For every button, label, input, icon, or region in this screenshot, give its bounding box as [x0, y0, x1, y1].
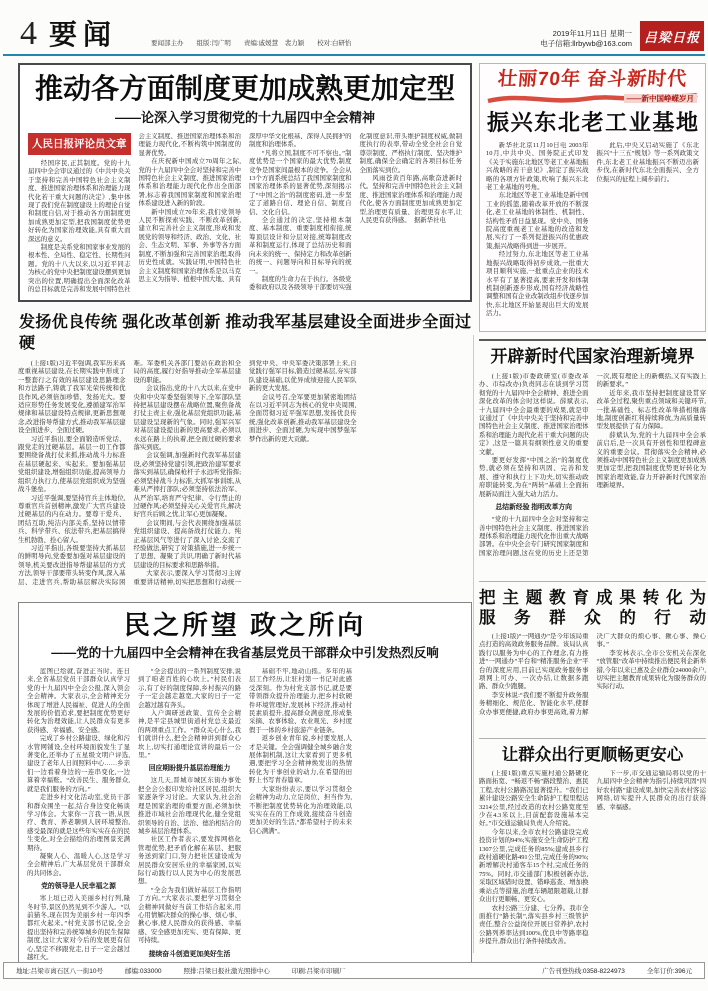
paragraph: 习近平指出,各级要坚持大抓基层的鲜明导向,党委要加强对基层建设的领导,机关要改进指导帮建基层的方式方法,领导干部要带头转变作风,深入基层、走进官兵,帮助基层解决实际困难。军委机关各部门要站在政治和全局的高度,履行好指导推动全军基层建设的职能。	[18, 360, 241, 586]
series-banner-title: 壮丽70年 奋斗新时代	[496, 69, 689, 90]
paragraph: 会议指出,党的十八大以来,在党中央和中央军委坚强领导下,全军部队坚持把基层建设摆在战略位置,聚焦备战打仗主责主业,强化基层党组织功能,基层建设呈现新的气象。同时,强军兴军对基层建设提出新的更高要求,必须以永远在路上的执着,把全面过硬的要求落实到底。	[133, 385, 241, 452]
page-header	[0, 0, 708, 54]
ribbon-graphic	[486, 91, 699, 106]
paragraph: 李安林说:“我们要不断提升政务服务精细化、规范化、智能化水平,使群众办事更便捷,政府办事更高效,着力解决广大群众的烦心事、揪心事、操心事。”	[479, 633, 706, 716]
paragraph: 农村公路三分建、七分养。我市全面推行“路长制”,落实县乡村三级管护责任,整合公益岗位开展日常养护,农村公路列养率达到100%,优良中等路率稳步提升,群众出行条件持续改善。	[479, 904, 589, 946]
paragraph: 习近平强调,要坚持官兵主体地位,尊重官兵首创精神,激发广大官兵建设过硬基层的内在动力。要尊干爱兵、团结互助,纯洁内部关系,坚持以情带兵、科学带兵、依法带兵,把基层搞得生机勃勃、拴心留人。	[18, 494, 126, 544]
paragraph: 薛斌认为,党的十九届四中全会承前启后,是一次具有开创性和里程碑意义的重要会议。贯彻落实全会精神,必须推动中国特色社会主义制度更加成熟更加定型,把我国制度优势更好转化为国家治理效能,奋力开辟新时代国家治理新境界。	[596, 431, 706, 490]
education-headline-line2: 服务群众的行动	[479, 609, 706, 627]
paragraph: “党的十九届四中全会对坚持和完善中国特色社会主义制度、推进国家治理体系和治理能力现代化作出重大战略部署。在中央全会专门研究国家制度和国家治理问题,这在党的历史上还是第一次,既有理论上的新概括,又有实践上的新要求。”	[479, 373, 706, 557]
paragraph: 风雨苍黄百年路,高歌奋进新时代。坚持和完善中国特色社会主义制度、推进国家治理体系和治理能力现代化,使各方面制度更加成熟更加定型,治理更有质量、治理更有水平,让人民更有获得感。 据新华社电	[359, 175, 462, 225]
editorial-text	[28, 133, 462, 298]
army-text	[18, 360, 357, 593]
travel-headline: 让群众出行更顺畅更安心	[501, 746, 684, 764]
paragraph: 制度是关系党和国家事业发展的根本性、全局性、稳定性、长期性问题。党的十八大以来,以习近平同志为核心的党中央把制度建设摆到更加突出的位置,明确提出全面深化改革的总目标就是完善和发展中国特色社会主义制度、推进国家治理体系和治理能力现代化,不断构筑中国制度的显著优势。	[28, 133, 241, 294]
footer-typesetting: 照排:吕梁日报社激光照排中心	[183, 968, 270, 975]
paragraph: 返乡创业青年说,乡村要发展,人才是关键。全会强调健全城乡融合发展体制机制,这让大家看到了更多机遇,要把学习全会精神焕发出的热情转化为干事创业的动力,在希望的田野上书写青春篇章。	[249, 735, 352, 785]
crosshead: 党的领导是人民幸福之源	[41, 883, 116, 891]
article-editorial	[18, 63, 472, 302]
series-banner	[486, 69, 699, 106]
education-text	[479, 633, 706, 731]
paragraph: 凝聚人心、温暖人心,这是学习全会精神后,广大基层党员干部群众的共同体会。	[27, 852, 130, 877]
paragraph: 会议号召,全军要更加紧密地团结在以习近平同志为核心的党中央周围,全面贯彻习近平强军思想,发扬优良传统,强化改革创新,推动我军基层建设全面进步、全面过硬,为实现中国梦强军梦作出新的更大贡献。	[249, 393, 357, 443]
paragraph: 李安林表示,全市公安机关在深化“放管服”改革中持续推出便民利企新举措,今年以来已惠及企业群众24000余户,切实把主题教育成果转化为服务群众的实际行动。	[596, 649, 706, 691]
governance-body	[479, 373, 706, 573]
paragraph: “凡将立国,制度不可不察也。”制度优势是一个国家的最大优势,制度竞争是国家间最根本的竞争。全会从13个方面系统总结了我国国家制度和国家治理体系的显著优势,深刻揭示了“中国之治”的制度密码,进一步坚定了道路自信、理论自信、制度自信、文化自信。	[249, 149, 352, 216]
editorial-source-label: 人民日报评论员文章	[28, 133, 131, 155]
paragraph: (上接1版)重点实施村通公路硬化路面拓宽、“畅返不畅”路段整治、惠民工程,农村公路路况显著提升。“我们已累计建设公路安全生命防护工程里程达3214公里,经过改造的农村公路宽度至少在4.3米以上,目前配套设施基本完好。”市交通运输局负责人介绍说。	[479, 770, 589, 828]
paragraph: 要更好发挥“中国之治”的制度优势,就必须在坚持和巩固、完善和发展、遵守和执行上下功夫,切实推动政府职能转变,为在“两转”基础上全面拓展新局面注入强大动力活力。	[479, 457, 589, 498]
paragraph: 制度的生命力在于执行。各级党委和政府以及各级领导干部要切实强化制度意识,带头维护制度权威,做制度执行的表率,带动全党全社会自觉尊崇制度、严格执行制度、坚决维护制度,确保全会确定的各项目标任务全面落实到位。	[249, 133, 462, 292]
editorial-headline: 推动各方面制度更加成熟更加定型	[34, 73, 455, 104]
paragraph: 在庆祝新中国成立70周年之际,党的十九届四中全会对坚持和完善中国特色社会主义制度、推进国家治理体系和治理能力现代化作出全面部署,标志着我国国家制度和国家治理体系建设进入新的阶段。	[138, 158, 241, 208]
paragraph: (上接1版)习近平强调,我军历来高度重视基层建设,在长期实践中形成了一整套行之有效的基层建设思路理念和方法路子,铸就了我军光荣传统和优良作风,必须倍加珍惜、发扬光大。要适应形势任务发展变化,遵循建军治军规律和基层建设特点规律,更新思想观念,改进指导帮建方式,推动我军基层建设全面进步、全面过硬。	[18, 360, 126, 435]
people-body	[27, 668, 463, 968]
northeast-headline: 振兴东北老工业基地	[487, 110, 698, 135]
paragraph: 此后,中央又启动实施了《东北振兴“十三五”规划》等一系列政策文件,东北老工业基地振兴不断迈出新步伐,在新时代东北全面振兴、全方位振兴的征程上阔步前行。	[596, 142, 699, 183]
paragraph: 新中国成立70年来,我们党领导人民不断探索实践、不断改革创新,建立和完善社会主义制度,形成和发展党的领导和经济、政治、文化、社会、生态文明、军事、外事等各方面制度,不断加强和完善国家治理,取得历史性成就。实践证明,中国特色社会主义制度和国家治理体系是以马克思主义为指导、植根中国大地、具有深厚中华文化根基、深得人民拥护的制度和治理体系。	[138, 133, 352, 283]
paragraph: 习近平指出,要全面锻造听党话、跟党走的过硬基层。基层一切工作都要围绕备战打仗来抓,推动战斗力标准在基层硬起来、实起来。要加强基层党组织建设,增强组织功能,提高领导力组织力执行力,使基层党组织成为坚强战斗堡垒。	[18, 435, 126, 494]
crosshead: 总结新经验 指明改革方向	[495, 504, 572, 512]
article-people	[18, 602, 472, 976]
article-northeast	[479, 63, 706, 332]
travel-body	[479, 770, 706, 953]
left-column	[18, 63, 472, 976]
paragraph: 这几天,晋城市城区东街办事处把全会公报印发给社区居民,组织大家逐条学习讨论。大家认为,社会治理是国家治理的重要方面,必须加快推进市域社会治理现代化,健全党组织领导的自治、法治、德治相结合的城乡基层治理体系。	[138, 777, 241, 835]
paragraph: 新华社北京11月10日电 2003年10月,中共中央、国务院正式印发《关于实施东北地区等老工业基地振兴战略的若干意见》,制定了振兴战略的各项方针政策,吹响了振兴东北老工业基地的号角。	[486, 142, 589, 192]
education-headline	[479, 588, 706, 628]
paragraph: 入户调研送政策、宣传全会精神,是平定县城里街道村党总支最近的两项重点工作。“群众关心什么,我们就讲什么,把全会精神讲到群众心坎上,切实打通理论宣讲的最后一公里。”	[138, 710, 241, 760]
paragraph: (上接1版)“一网通办”是今年该局重点打造的高效政务服务品牌。该局认真践行以服务为中心的工作理念,有力推进“一网通办”平台和“精准服务企业”平台的深度应用,目前已实现政务服务事项网上可办、一次办结,让数据多跑路、群众少跑腿。	[479, 633, 589, 691]
article-travel	[479, 738, 706, 953]
paragraph: 基础不牢,地动山摇。多年的基层工作经历,让驻村第一书记对此感受深刻。作为村党支部书记,就是要带领群众提升治理能力,把乡村软硬件环境管理好,发展林下经济,推动村民素质提升,提高群众满意度,形成集采摘、农事体验、农业观光、乡村度假于一体的乡村旅游产业链条。	[249, 668, 352, 734]
date-block	[540, 29, 632, 49]
page-content	[0, 56, 708, 976]
paragraph: 下一步,市交通运输局将以党的十九届四中全会精神为指引,持续巩固“四好农村路”建设成果,加快完善农村客运网络,切实提升人民群众的出行获得感、幸福感。	[596, 770, 706, 811]
paragraph: 大家表示,要深入学习贯彻习主席重要讲话精神,切实把思想和行动统一到党中央、中央军委决策部署上来,自觉践行强军目标,锻造过硬基层,夯实部队建设基础,以优异成绩迎接人民军队新的更大发展。	[133, 360, 357, 586]
travel-text	[479, 770, 706, 953]
footer-printing: 印刷:吕梁市印刷厂	[291, 968, 346, 975]
paragraph: 全会通过的决定,坚持根本制度、基本制度、重要制度相衔接,统筹顶层设计和分层对接,统筹制度改革和制度运行,体现了总结历史和面向未来的统一、保持定力和改革创新的统一、问题导向和目标导向的统一。	[249, 217, 352, 275]
education-body	[479, 633, 706, 731]
paragraph: 会议期间,与会代表围绕加强基层党组织建设、提高备战打仗能力、纯正基层风气等进行了深入讨论,交流了经验做法,研究了对策措施,进一步统一了思想、凝聚了共识,明确了新时代基层建设的目标要求和思路举措。	[133, 519, 241, 569]
paragraph: 大家纷纷表示,要以学习贯彻全会精神为动力,立足岗位、担当作为,不断把制度优势转化为治理效能,以实实在在的工作成效,接续奋斗创造更加美好的生活,“都希望村子的未来信心满满”。	[249, 785, 352, 835]
article-education	[479, 581, 706, 731]
footer-postcode: 邮编:033000	[125, 968, 162, 975]
education-headline-line1: 把主题教育成果转化为	[479, 589, 706, 607]
editorial-subhead: ——论深入学习贯彻党的十九届四中全会精神	[114, 110, 375, 125]
paragraph: 经过努力,东北地区等老工业基地振兴战略取得初步成效,一批重大项目顺利实施,一批重点企业的技术水平有了显著提高,要素开发和体制机制创新逐步形成,国有经济战略性调整和国有企业改制改组步伐逐步加快,东北地区开始显现出巨大的发展活力。	[486, 251, 589, 318]
people-text	[27, 668, 352, 968]
email-address: 电子信箱:llrbywb@163.com	[540, 39, 632, 48]
people-headline: 民之所望 政之所向	[123, 610, 367, 640]
article-army	[18, 309, 472, 593]
paragraph: 走进乡村文化活动室,党员干部和群众围坐一起,结合身边变化畅谈学习体会。大家你一言我一语,从医疗、教育、养老聊到人居环境整治,感受最深的就是这些年实实在在的民生变化,对全会描绘的治理图景充满期待。	[27, 794, 130, 852]
crosshead: 接续奋斗创造更加美好生活	[148, 950, 231, 958]
paragraph: 蓝图已绘就,奋进正当时。连日来,全省基层党员干部群众认真学习党的十九届四中全会公报,深入领会全会精神。大家表示,全会精神充分体现了增进人民福祉、促进人的全面发展的价值追求,要把制度优势更好转化为治理效能,让人民群众有更多获得感、幸福感、安全感。	[27, 668, 130, 734]
paragraph: 东北地区等老工业基地是新中国工业的摇篮,随着改革开放的不断深化,老工业基地的体制性、机制性、结构性矛盾日益显现。党中央、国务院高度重视老工业基地的改造和发展,实行了一系列促进振兴的优惠政策,振兴战略得到进一步展开。	[486, 192, 589, 250]
page-footer	[3, 962, 705, 979]
article-governance	[479, 339, 706, 573]
northeast-body	[486, 142, 699, 327]
paragraph: “全会为我们做好基层工作指明了方向。”大家表示,要把学习贯彻全会精神同做好当前工作结合起来,用心用情解决群众的操心事、烦心事、揪心事,使人民群众的获得感、幸福感、安全感更加充实、更有保障、更可持续。	[138, 886, 241, 945]
northeast-text	[486, 142, 699, 327]
paragraph: 今年以来,全市农村公路建设完成投资计划的94%;实施安全生命防护工程1307公里,完成任务的85%;建成县乡行政村通硬化路491公里,完成任务的90%;新增解决村通客车15个村,完成任务的75%。同时,市交通部门积极创新办法,采取区域错时设置、错峰巡查、增加换乘站点等措施,治理车辆超限超载,让群众出行更顺畅、更安心。	[479, 828, 589, 904]
paragraph: 寒上垣已迈入美丽乡村行列,隆冬时节,景区仍然见到不少游人。“以前猫冬,现在因为美丽乡村一年四季都红火起来。”村党支部书记说,全会提出坚持和完善统筹城乡的民生保障制度,这让大家对今后的发展更有信心,坚定不移跟党走,日子一定会越过越红火。	[27, 895, 130, 961]
section-title: 要闻	[49, 20, 118, 51]
paragraph: 经国序民,正其制度。党的十九届四中全会审议通过的《中共中央关于坚持和完善中国特色社会主义制度、推进国家治理体系和治理能力现代化若干重大问题的决定》,集中体现了我们党在制度建设上的理论自觉和制度自信,对于推动各方面制度更加成熟更加定型,把我国制度优势更好转化为国家治理效能,具有重大而深远的意义。	[28, 160, 131, 243]
staff-line: 要闻部主办 组版:闫广明 责编:戚媛慧 裴力颖 校对:白研怡	[151, 40, 352, 47]
army-body	[18, 360, 472, 593]
paragraph: 社区工作者表示,要发挥网格化管理优势,把矛盾化解在基层、把服务送到家门口,努力把社区建设成为居民群众安居乐业的幸福家园,以实际行动践行以人民为中心的发展思想。	[138, 836, 241, 886]
footer-address: 地址:吕梁市离石区八一街10号	[16, 968, 104, 975]
governance-text	[479, 373, 706, 573]
editorial-body	[28, 133, 462, 298]
masthead-logo: 吕梁日报	[640, 21, 704, 51]
army-headline: 发扬优良传统 强化改革创新 推动我军基层建设全面进步全面过硬	[19, 314, 471, 352]
publish-date: 2019年11月11日 星期一	[552, 29, 632, 38]
footer-price: 全年订价:396元	[646, 968, 692, 975]
footer-ad-line: 广告刊登热线:0358-8224973	[542, 968, 625, 975]
series-banner-subtitle: ——新中国峥嵘岁月	[624, 94, 698, 103]
people-subhead: ——党的十九届四中全会精神在我省基层党员干部群众中引发热烈反响	[51, 646, 439, 660]
page-number: 4	[20, 15, 37, 52]
paragraph: 近年来,我市坚持把制度建设贯穿改革全过程,聚焦重点领域和关键环节,一批基础性、标志性改革举措相继落地,制度创新红利持续释放,为高质量转型发展提供了有力保障。	[596, 389, 706, 431]
right-column	[479, 63, 706, 976]
crosshead: 回应期盼提升基层治理能力	[148, 765, 231, 773]
column-divider	[473, 335, 474, 953]
paragraph: “全会提出的一系列制度安排,说到了咱老百姓的心坎上。”村民们表示,有了好的制度保障,乡村振兴的路子一定会越走越宽,大家的日子一定会越过越有奔头。	[138, 668, 241, 709]
paragraph: (上接1版)市委政研室(市委改革办、市综改办)负责同志在谈到学习贯彻党的十九届四中全会精神、推进全面深化改革的体会时这样说。薛斌表示,十九届四中全会最重要的成果,就是审议通过了《中共中央关于坚持和完善中国特色社会主义制度、推进国家治理体系和治理能力现代化若干重大问题的决定》,这是一篇具有纲领性意义的重要文献。	[479, 373, 589, 456]
paragraph: 完成了乡村公路建设、绿化和污水管网铺设,全村环境面貌发生了显著变化,还举办了五星级文明户评选,建设了老年人日间照料中心……乡亲们一边看着身边的一连串变化,一边算着幸福账。“改善民生、服务群众,就是我们服务的方向。”	[27, 735, 130, 793]
paragraph: 会议强调,加强新时代我军基层建设,必须坚持党建引领,把政治建军要求落实到基层,确保枪杆子永远听党指挥;必须坚持战斗力标准,大抓军事训练,从难从严摔打部队;必须坚持依法治军、从严治军,培育严守纪律、令行禁止的过硬作风;必须坚持关心关爱官兵,解决好官兵后顾之忧,让军心更加凝聚。	[133, 452, 241, 519]
governance-headline: 开辟新时代国家治理新境界	[490, 347, 695, 366]
